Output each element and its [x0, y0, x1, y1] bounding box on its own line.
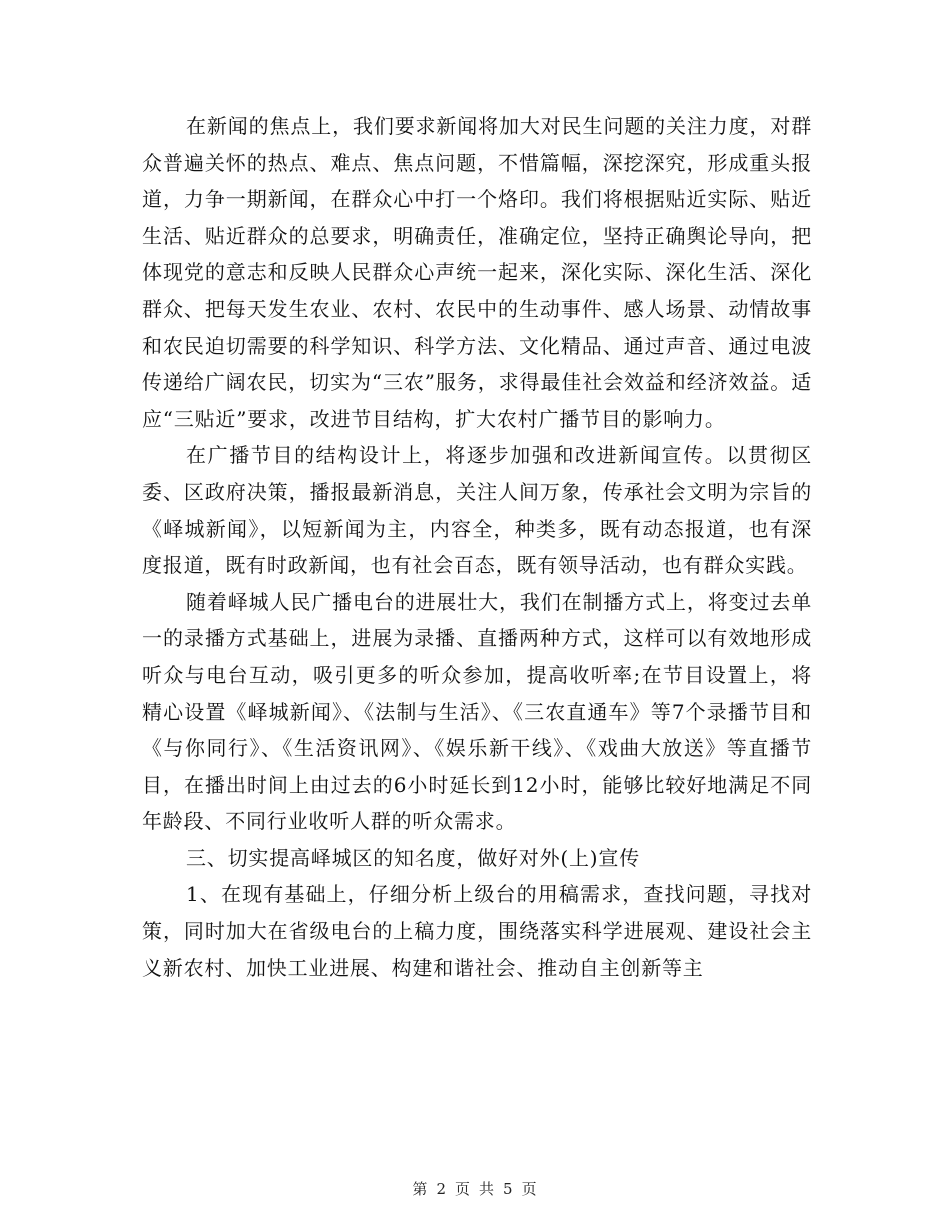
document-body	[142, 108, 812, 986]
footer-prefix: 第	[412, 1180, 429, 1198]
paragraph-broadcast-mode: 随着峄城人民广播电台的进展壮大，我们在制播方式上，将变过去单一的录播方式基础上，进展为录播、直播两种方式，这样可以有效地形成听众与电台互动，吸引更多的听众参加，提高收听率;在节目设置上，将精心设置《峄城新闻》、《法制与生活》、《三农直通车》等7个录播节目和《与你同行》、《生活资讯网》、《娱乐新干线》、《戏曲大放送》等直播节目，在播出时间上由过去的6小时延长到12小时，能够比较好地满足不同年龄段、不同行业收听人群的听众需求。	[142, 589, 812, 834]
footer-total-prefix: 共	[479, 1180, 496, 1198]
paragraph-item-1: 1、在现有基础上，仔细分析上级台的用稿需求，查找问题，寻找对策，同时加大在省级电台的上稿力度，围绕落实科学进展观、建设社会主义新农村、加快工业进展、构建和谐社会、推动自主创新等主	[142, 882, 812, 980]
footer-page-unit: 页	[454, 1180, 471, 1198]
paragraph-news-focus: 在新闻的焦点上，我们要求新闻将加大对民生问题的关注力度，对群众普遍关怀的热点、难点、焦点问题，不惜篇幅，深挖深究，形成重头报道，力争一期新闻，在群众心中打一个烙印。我们将根据贴近实际、贴近生活、贴近群众的总要求，明确责任，准确定位，坚持正确舆论导向，把体现党的意志和反映人民群众心声统一起来，深化实际、深化生活、深化群众、把每天发生农业、农村、农民中的生动事件、感人场景、动情故事和农民迫切需要的科学知识、科学方法、文化精品、通过声音、通过电波传递给广阔农民，切实为“三农”服务，求得最佳社会效益和经济效益。适应“三贴近”要求，改进节目结构，扩大农村广播节目的影响力。	[142, 114, 812, 431]
paragraph-program-structure: 在广播节目的结构设计上，将逐步加强和改进新闻宣传。以贯彻区委、区政府决策，播报最新消息，关注人间万象，传承社会文明为宗旨的《峄城新闻》，以短新闻为主，内容全，种类多，既有动态报道，也有深度报道，既有时政新闻，也有社会百态，既有领导活动，也有群众实践。	[142, 443, 812, 578]
page-footer	[0, 1178, 950, 1199]
footer-total-unit: 页	[521, 1180, 538, 1198]
footer-current-page: 2	[436, 1180, 447, 1198]
section-heading-external-publicity: 三、切实提高峄城区的知名度，做好对外(上)宣传	[186, 845, 641, 870]
footer-total-pages: 5	[503, 1180, 514, 1198]
